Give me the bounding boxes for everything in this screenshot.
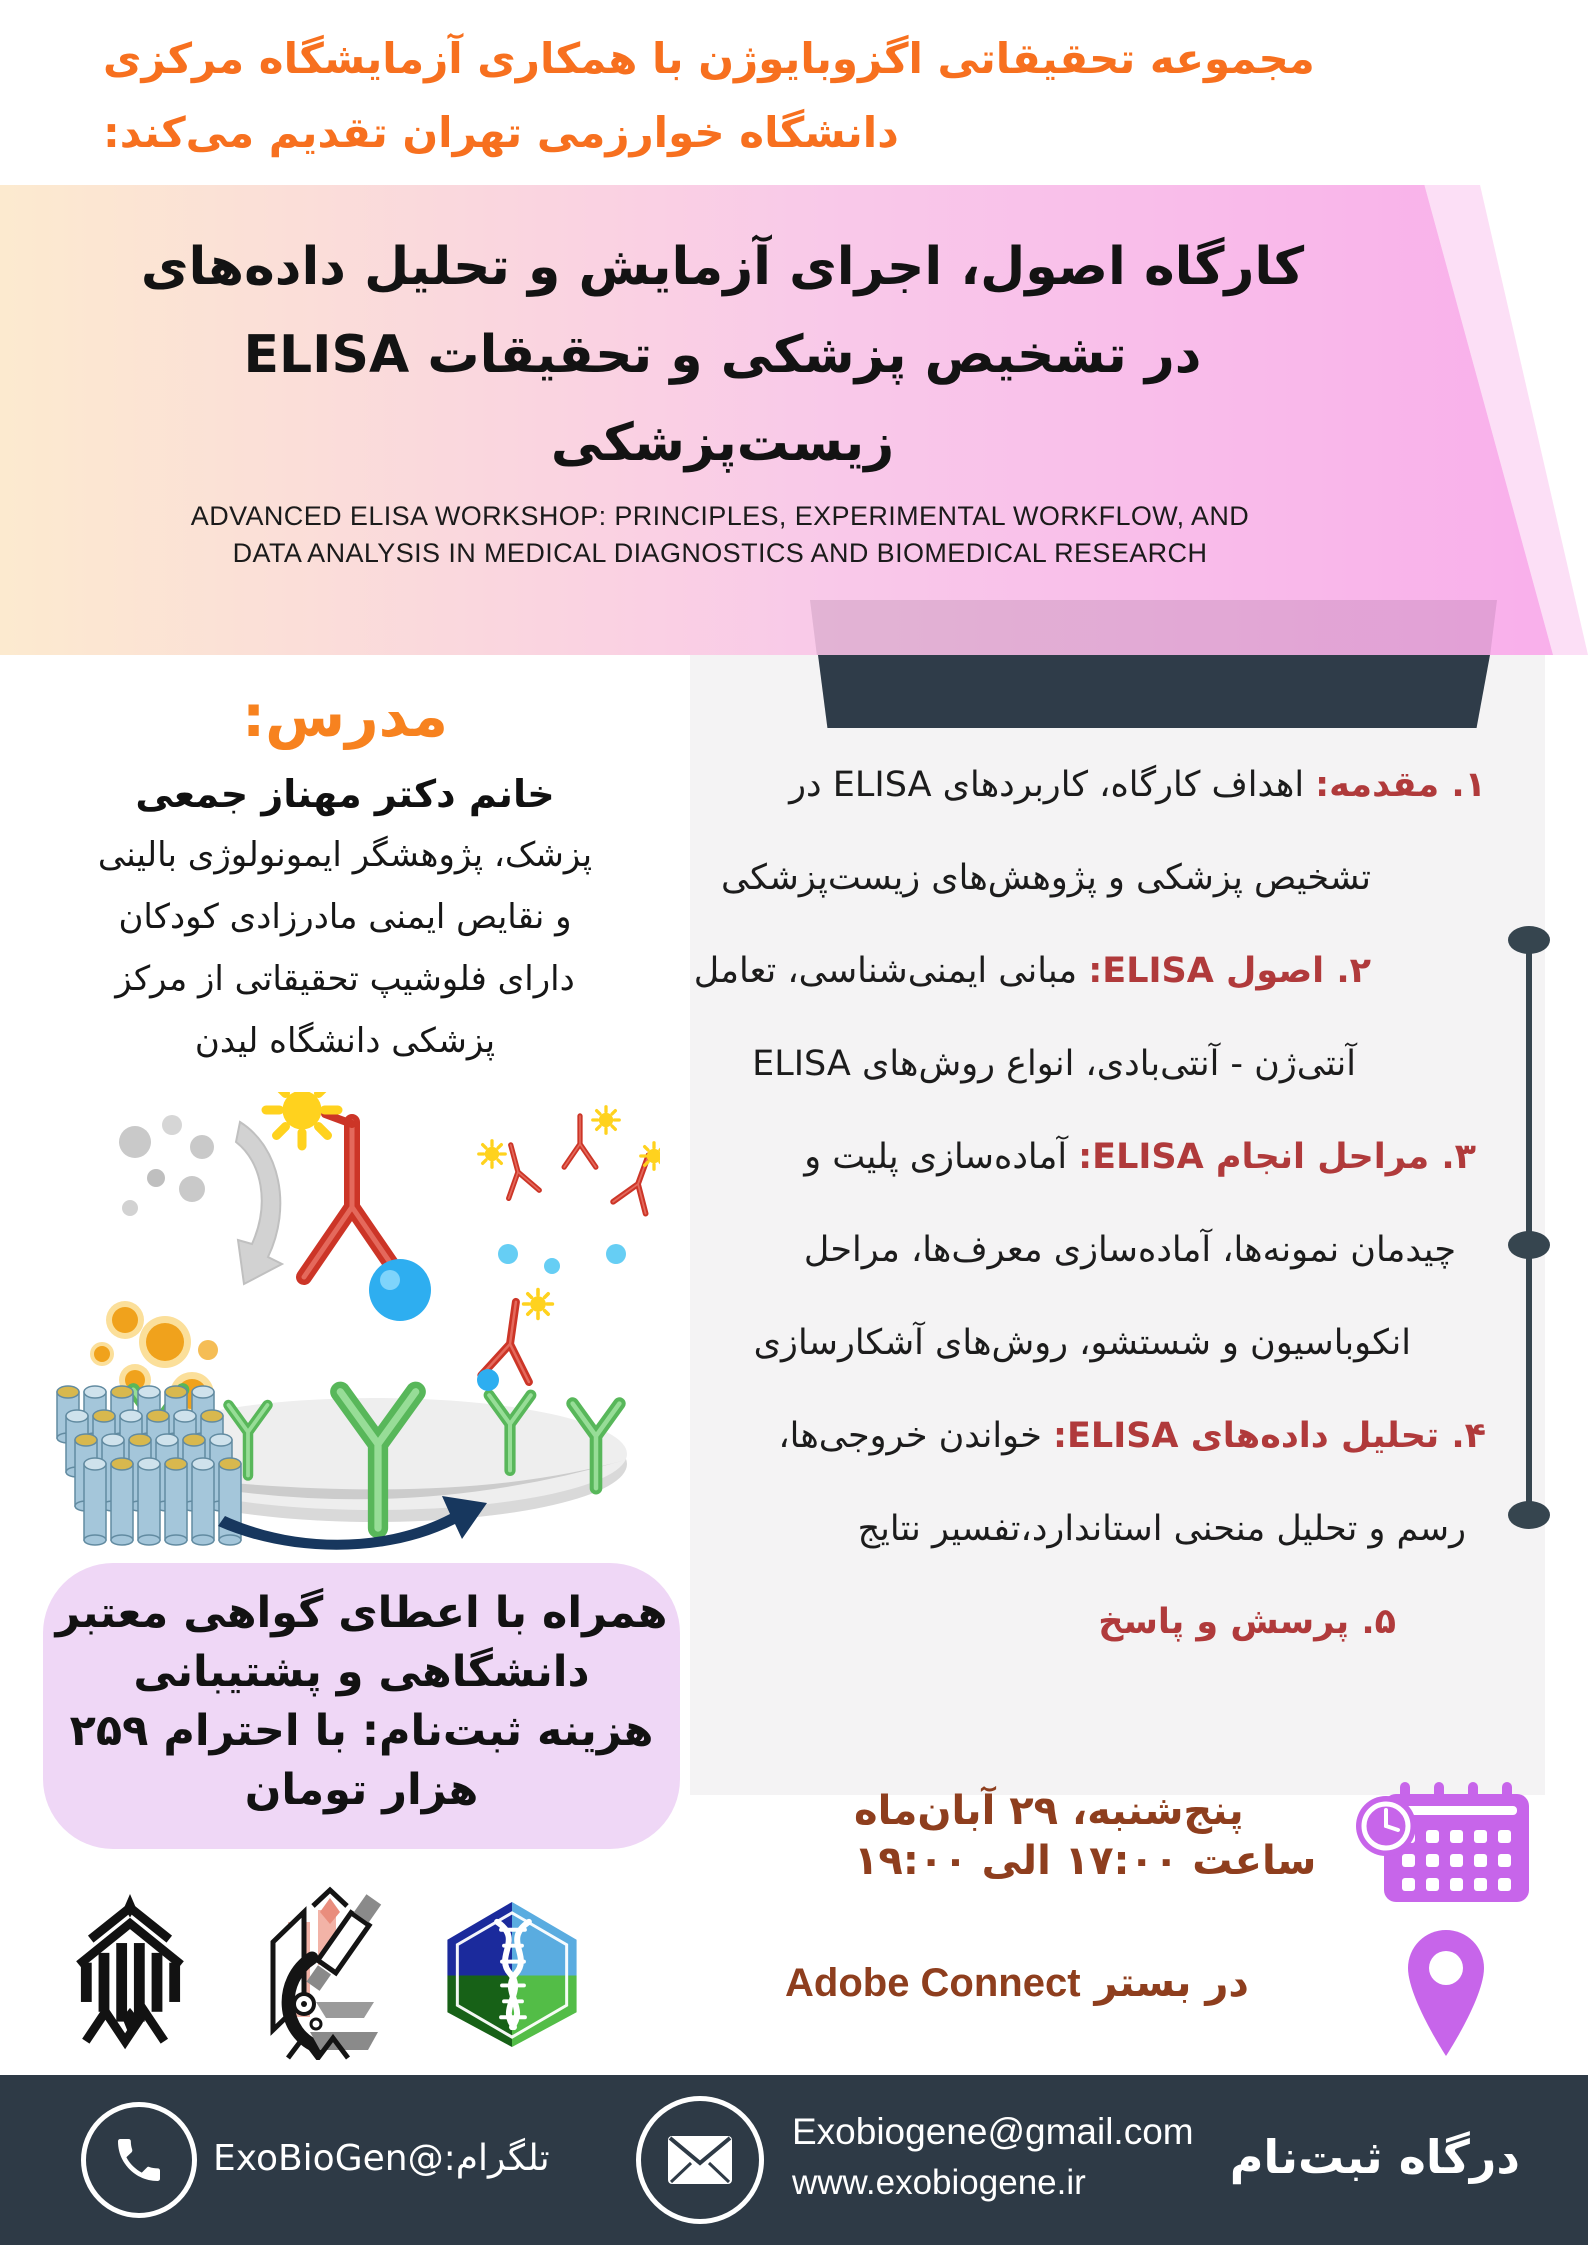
instructor-bio-line-3: دارای فلوشیپ تحقیقاتی از مرکز xyxy=(115,959,575,999)
elisa-illustration xyxy=(40,1092,660,1552)
certificate-line-3: هزینه ثبت‌نام: با احترام ۲۵۹ xyxy=(69,1706,654,1756)
agenda-item-4-text: خواندن خروجی‌ها، xyxy=(778,1416,1053,1456)
schedule-date-line-1: پنج‌شنبه، ۲۹ آبان‌ماه xyxy=(854,1788,1244,1834)
platform-prefix: در بستر xyxy=(1080,1960,1249,2006)
timeline-dot-1 xyxy=(1508,926,1550,954)
gray-arrow xyxy=(236,1122,282,1284)
agenda-item-3-line-2 xyxy=(804,1225,1456,1275)
kharazmi-university-logo xyxy=(66,1892,194,2054)
certificate-line-4: هزار تومان xyxy=(244,1765,479,1815)
header-announcement xyxy=(103,22,1503,170)
agenda-item-3-text-cont1: چیدمان نمونه‌ها، آماده‌سازی معرف‌ها، مراحل xyxy=(803,1230,1456,1270)
instructor-bio-line-4: پزشکی دانشگاه لیدن xyxy=(194,1021,496,1061)
timeline-dot-2 xyxy=(1508,1231,1550,1259)
phone-circle xyxy=(81,2102,197,2218)
agenda-item-5-line-1 xyxy=(1098,1597,1396,1647)
agenda-item-1-line-2 xyxy=(721,853,1371,903)
calendar-clock-icon xyxy=(1356,1782,1532,1908)
header-line-1: مجموعه تحقیقاتی اگزوبایوژن با همکاری آزمایشگاه مرکزی xyxy=(103,34,1315,83)
antigen-sphere xyxy=(369,1259,431,1321)
free-antigens xyxy=(498,1244,626,1274)
registration-portal-label: درگاه ثبت‌نام xyxy=(1229,2130,1520,2184)
title-line-1: کارگاه اصول، اجرای آزمایش و تحلیل داده‌های xyxy=(140,237,1305,297)
agenda-item-4-line-2 xyxy=(858,1504,1466,1554)
agenda-item-3-text: آماده‌سازی پلیت و xyxy=(804,1137,1079,1177)
agenda-item-4-heading: ۴. تحلیل داده‌های ELISA: xyxy=(1052,1416,1486,1456)
instructor-bio xyxy=(0,824,690,1072)
envelope-icon xyxy=(667,2135,733,2185)
agenda-item-4-line-1 xyxy=(778,1411,1486,1461)
workshop-banner xyxy=(0,185,1588,655)
instructor-heading: مدرس: xyxy=(241,682,449,750)
contact-block xyxy=(792,2106,1194,2208)
subtitle-line-2: DATA ANALYSIS IN MEDICAL DIAGNOSTICS AND BIOMEDICAL RESEARCH xyxy=(232,538,1208,568)
agenda-item-3-line-3 xyxy=(754,1318,1411,1368)
agenda-item-3-heading: ۳. مراحل انجام ELISA: xyxy=(1078,1137,1476,1177)
banner-overlay-strip xyxy=(810,600,1497,655)
agenda-item-2-line-1 xyxy=(694,946,1371,996)
agenda-timeline-line xyxy=(1526,940,1532,1515)
instructor-bio-line-1: پزشک، پژوهشگر ایمونولوژی بالینی xyxy=(97,835,593,875)
agenda-item-3-line-1 xyxy=(804,1132,1476,1182)
banner-shadow-trapezoid xyxy=(818,655,1490,728)
free-red-antibodies xyxy=(479,1107,660,1214)
agenda-item-1-heading: ۱. مقدمه: xyxy=(1315,765,1486,805)
phone-icon xyxy=(111,2132,167,2188)
microplate xyxy=(57,1386,241,1545)
exobiogene-logo xyxy=(442,1896,582,2052)
small-bound-complex xyxy=(477,1290,552,1391)
location-pin-icon xyxy=(1404,1926,1488,2058)
envelope-circle xyxy=(636,2096,764,2224)
contact-website: www.exobiogene.ir xyxy=(792,2163,1086,2202)
workshop-title xyxy=(0,223,1445,487)
certificate-line-1: همراه با اعطای گواهی معتبر xyxy=(55,1588,668,1638)
sample-particles xyxy=(119,1115,214,1216)
certificate-box xyxy=(43,1563,680,1849)
title-line-3: زیست‌پزشکی xyxy=(550,413,895,473)
agenda-item-2-text: مبانی ایمنی‌شناسی، تعامل xyxy=(693,951,1089,991)
agenda-item-3-text-cont2: انکوباسیون و شستشو، روش‌های آشکارسازی xyxy=(753,1323,1411,1363)
agenda-item-4-text-cont: رسم و تحلیل منحنی استاندارد،تفسیر نتایج xyxy=(857,1509,1466,1549)
telegram-handle: تلگرام:@ExoBioGen xyxy=(213,2138,550,2179)
agenda-item-1-text: اهداف کارگاه، کاربردهای ELISA در xyxy=(789,765,1316,805)
schedule-date xyxy=(854,1786,1374,1886)
agenda-item-5-heading: ۵. پرسش و پاسخ xyxy=(1098,1602,1396,1642)
schedule-platform xyxy=(785,1960,1385,2006)
contact-email: Exobiogene@gmail.com xyxy=(792,2111,1194,2152)
title-line-2: ELISA در تشخیص پزشکی و تحقیقات xyxy=(243,325,1202,385)
timeline-dot-3 xyxy=(1508,1501,1550,1529)
platform-name: Adobe Connect xyxy=(785,1961,1081,2005)
agenda-item-2-line-2 xyxy=(752,1039,1356,1089)
workshop-subtitle-en xyxy=(60,498,1380,572)
agenda-item-1-text-cont: تشخیص پزشکی و پژوهش‌های زیست‌پزشکی xyxy=(721,858,1371,898)
certificate-line-2: دانشگاهی و پشتیبانی xyxy=(133,1647,590,1697)
agenda-item-2-text-cont: آنتی‌ژن - آنتی‌بادی، انواع روش‌های ELISA xyxy=(752,1044,1356,1084)
header-line-2: دانشگاه خوارزمی تهران تقدیم می‌کند: xyxy=(103,108,899,157)
instructor-bio-line-2: و نقایص ایمنی مادرزادی کودکان xyxy=(118,897,572,937)
agenda-item-1-line-1 xyxy=(789,760,1486,810)
agenda-item-2-heading: ۲. اصول ELISA: xyxy=(1088,951,1371,991)
central-laboratory-logo xyxy=(258,1884,383,2060)
schedule-time-line: ساعت ۱۷:۰۰ الی ۱۹:۰۰ xyxy=(854,1838,1317,1884)
subtitle-line-1: ADVANCED ELISA WORKSHOP: PRINCIPLES, EXPERIMENTAL WORKFLOW, AND xyxy=(190,501,1250,531)
red-detection-antibody xyxy=(266,1092,431,1321)
instructor-name: خانم دکتر مهناز جمعی xyxy=(135,772,555,816)
